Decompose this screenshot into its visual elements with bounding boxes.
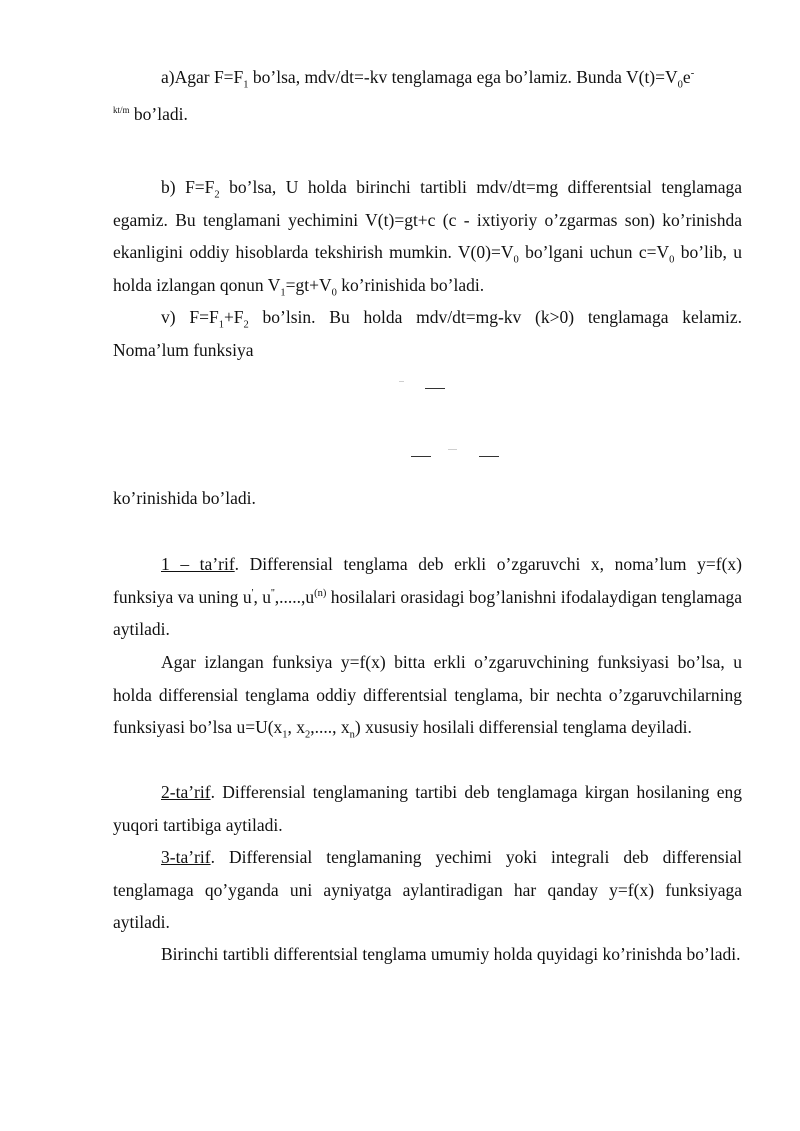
definition-2: 2-ta’rif. Differensial tenglamaning tartibi deb tenglamaga kirgan hosilaning eng yuqori tartibiga aytiladi. bbox=[113, 782, 742, 835]
fraction-bar bbox=[425, 388, 445, 389]
definition-1: 1 – ta’rif. Differensial tenglama deb erkli o’zgaruvchi x, noma’lum y=f(x) funksiya va uning u', $u'',.....,u^{(n)}$ hosilalari orasidagi bog’lanishni ifodalaydigan tenglamaga aytiladi. bbox=[113, 554, 742, 639]
paragraph-v: v) $F=F_1+F_2$ bo’lsin. Bu holda mdv/dt=mg-kv (k>0) tenglamaga kelamiz. Noma’lum funksiya bbox=[113, 307, 742, 360]
paragraph-b: b) $F=F_2$ bo’lsa, U holda birinchi tartibli mdv/dt=mg differentsial tenglamaga egamiz. Bu tenglamani yechimini V(t)=gt+c (c - ixtiyoriy o’zgarmas son) ko’rinishda ekanligini oddiy hisoblarda tekshirish mumkin. $V(0)=V_0$ bo’lgani uchun $c=V_0$ bo’lib, u holda izlangan qonun $V_1=gt+V_0$ ko’rinishida bo’ladi. bbox=[113, 177, 742, 298]
formula-fragment bbox=[448, 449, 457, 450]
paragraph-agar: Agar izlangan funksiya y=f(x) bitta erkli o’zgaruvchining funksiyasi bo’lsa, u holda differensial tenglama oddiy differentsial tenglama, bir nechta o’zgaruvchilarning funksiyasi bo’lsa $u=U(x_1$, $x_2$,...., $x_n$) xususiy hosilali differensial tenglama deyiladi. bbox=[113, 652, 742, 741]
paragraph-a: a)Agar $F=F_1$ bo’lsa, mdv/dt=-kv tenglamaga ega bo’lamiz. Bunda $V(t)=V_0e^-$ $^{kt/m}$ bo’ladi. bbox=[113, 67, 695, 124]
fraction-bar bbox=[411, 456, 431, 457]
fraction-bar bbox=[479, 456, 499, 457]
paragraph-birinchi: Birinchi tartibli differentsial tenglama umumiy holda quyidagi ko’rinishda bo’ladi. bbox=[161, 944, 741, 964]
exponent-kt-m: kt/m bbox=[113, 104, 130, 115]
definition-3: 3-ta’rif. Differensial tenglamaning yechimi yoki integrali deb differensial tenglamaga qo’yganda uni ayniyatga aylantiradigan har qanday y=f(x) funksiyaga aytiladi. bbox=[113, 847, 742, 932]
definition-1-title: 1 – ta’rif bbox=[161, 554, 235, 574]
paragraph-korinishida: ko’rinishida bo’ladi. bbox=[113, 488, 256, 508]
definition-3-title: 3-ta’rif bbox=[161, 847, 211, 867]
definition-2-title: 2-ta’rif bbox=[161, 782, 211, 802]
formula-fragment bbox=[399, 381, 404, 382]
